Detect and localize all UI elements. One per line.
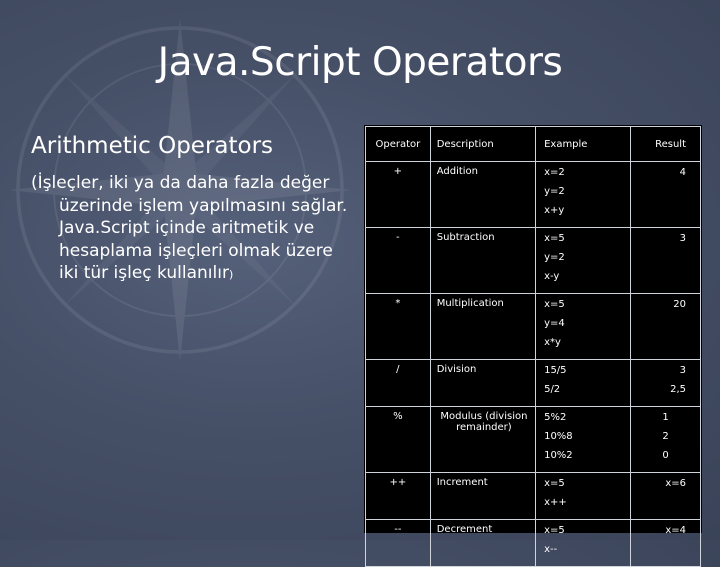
table-header-row: [366, 127, 701, 162]
header-operator: Operator: [366, 127, 431, 162]
description-cell: Modulus (division remainder): [430, 407, 535, 473]
description-cell: Decrement: [430, 520, 535, 567]
example-cell: x=2 y=2 x+y: [536, 162, 631, 228]
section-heading: Arithmetic Operators: [31, 133, 274, 159]
result-cell: x=6: [631, 473, 701, 520]
operator-cell: %: [366, 407, 431, 473]
table-row: [366, 294, 701, 360]
description-text: [31, 172, 361, 287]
table-row: [366, 407, 701, 473]
table-row: [366, 228, 701, 294]
example-cell: x=5 x--: [536, 520, 631, 567]
operator-cell: *: [366, 294, 431, 360]
result-cell: 20: [631, 294, 701, 360]
description-cell: Increment: [430, 473, 535, 520]
header-description: Description: [430, 127, 535, 162]
table-row: [366, 162, 701, 228]
operator-cell: -: [366, 228, 431, 294]
example-cell: x=5 x++: [536, 473, 631, 520]
description-cell: Addition: [430, 162, 535, 228]
description-line: Java.Script içinde aritmetik ve: [59, 218, 315, 238]
example-cell: 15/5 5/2: [536, 360, 631, 407]
description-line: (İşleçler, iki ya da daha fazla değer: [31, 173, 330, 193]
result-cell: x=4: [631, 520, 701, 567]
description-line: üzerinde işlem yapılmasını sağlar.: [59, 195, 348, 216]
example-cell: x=5 y=4 x*y: [536, 294, 631, 360]
result-cell: 3 2,5: [631, 360, 701, 407]
table-row: [366, 360, 701, 407]
result-cell: 4: [631, 162, 701, 228]
operator-cell: /: [366, 360, 431, 407]
operator-cell: +: [366, 162, 431, 228]
example-cell: 5%2 10%8 10%2: [536, 407, 631, 473]
description-cell: Division: [430, 360, 535, 407]
operator-cell: --: [366, 520, 431, 567]
page-title: Java.Script Operators: [157, 40, 563, 85]
description-cell: Subtraction: [430, 228, 535, 294]
table-row: [366, 520, 701, 567]
operator-cell: ++: [366, 473, 431, 520]
header-result: Result: [631, 127, 701, 162]
operators-table: [364, 125, 702, 555]
header-example: Example: [536, 127, 631, 162]
example-cell: x=5 y=2 x-y: [536, 228, 631, 294]
description-line: hesaplama işleçleri olmak üzere: [59, 240, 333, 261]
result-cell: 3: [631, 228, 701, 294]
closing-paren: ): [228, 268, 234, 281]
result-cell: 1 2 0: [631, 407, 701, 473]
table-row: [366, 473, 701, 520]
description-cell: Multiplication: [430, 294, 535, 360]
description-line: iki tür işleç kullanılır): [59, 263, 234, 283]
